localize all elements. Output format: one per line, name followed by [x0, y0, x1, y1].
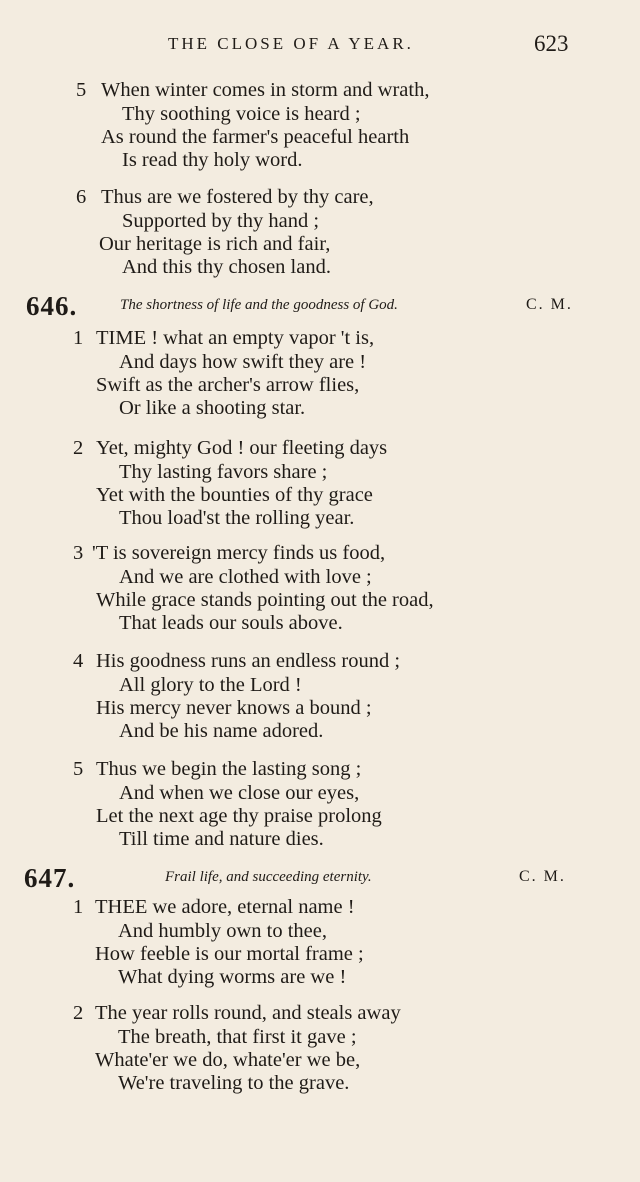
verse-line: What dying worms are we ! — [118, 966, 347, 988]
stanza-number: 4 — [73, 650, 84, 672]
verse-line: The breath, that first it gave ; — [118, 1026, 357, 1048]
verse-line: The year rolls round, and steals away — [95, 1002, 401, 1024]
verse-line: Yet, mighty God ! our fleeting days — [96, 437, 388, 459]
verse-line: Swift as the archer's arrow flies, — [96, 374, 360, 396]
verse-line: His goodness runs an endless round ; — [96, 650, 401, 672]
hymn-subject: The shortness of life and the goodness of God. — [120, 297, 398, 313]
verse-line: While grace stands pointing out the road, — [96, 589, 434, 611]
verse-line: Our heritage is rich and fair, — [99, 233, 331, 255]
verse-line: Thy lasting favors share ; — [119, 461, 328, 483]
verse-line: Till time and nature dies. — [119, 828, 324, 850]
hymn-number: 646. — [26, 291, 78, 321]
verse-line: And when we close our eyes, — [119, 782, 360, 804]
stanza-number: 1 — [73, 896, 84, 918]
verse-line: 'T is sovereign mercy finds us food, — [92, 542, 386, 564]
verse-line: When winter comes in storm and wrath, — [101, 79, 430, 101]
verse-line: And days how swift they are ! — [119, 351, 367, 373]
hymn-meter: C. M. — [526, 296, 573, 313]
verse-line: Whate'er we do, whate'er we be, — [95, 1049, 361, 1071]
verse-line: Supported by thy hand ; — [122, 210, 320, 232]
verse-line: Let the next age thy praise prolong — [96, 805, 382, 827]
hymn-number: 647. — [24, 863, 76, 893]
running-title: THE CLOSE OF A YEAR. — [168, 34, 414, 53]
verse-line: His mercy never knows a bound ; — [96, 697, 372, 719]
running-head — [0, 31, 640, 60]
verse-line: As round the farmer's peaceful hearth — [101, 126, 410, 148]
verse-line: That leads our souls above. — [119, 612, 343, 634]
stanza-number: 1 — [73, 327, 84, 349]
verse-line: And be his name adored. — [119, 720, 324, 742]
verse-line: TIME ! what an empty vapor 't is, — [96, 327, 375, 349]
hymn-heading — [0, 863, 640, 893]
stanza-number: 3 — [73, 542, 84, 564]
verse-line: Thou load'st the rolling year. — [119, 507, 355, 529]
hymn-heading — [0, 291, 640, 321]
stanza-number: 2 — [73, 1002, 84, 1024]
verse-line: THEE we adore, eternal name ! — [95, 896, 355, 918]
verse-line: Or like a shooting star. — [119, 397, 306, 419]
page-number: 623 — [534, 31, 569, 56]
verse-line: And humbly own to thee, — [118, 920, 327, 942]
verse-line: All glory to the Lord ! — [119, 674, 302, 696]
verse-line: And we are clothed with love ; — [119, 566, 372, 588]
verse-line: We're traveling to the grave. — [118, 1072, 350, 1094]
stanza-number: 2 — [73, 437, 84, 459]
verse-line: And this thy chosen land. — [122, 256, 331, 278]
hymn-subject: Frail life, and succeeding eternity. — [165, 869, 372, 885]
verse-line: Thy soothing voice is heard ; — [122, 103, 361, 125]
verse-line: Yet with the bounties of thy grace — [96, 484, 373, 506]
verse-line: Is read thy holy word. — [122, 149, 303, 171]
hymn-meter: C. M. — [519, 868, 566, 885]
verse-line: Thus we begin the lasting song ; — [96, 758, 362, 780]
stanza-number: 5 — [73, 758, 84, 780]
stanza-number: 6 — [76, 186, 87, 208]
verse-line: How feeble is our mortal frame ; — [95, 943, 364, 965]
stanza-number: 5 — [76, 79, 87, 101]
verse-line: Thus are we fostered by thy care, — [101, 186, 374, 208]
